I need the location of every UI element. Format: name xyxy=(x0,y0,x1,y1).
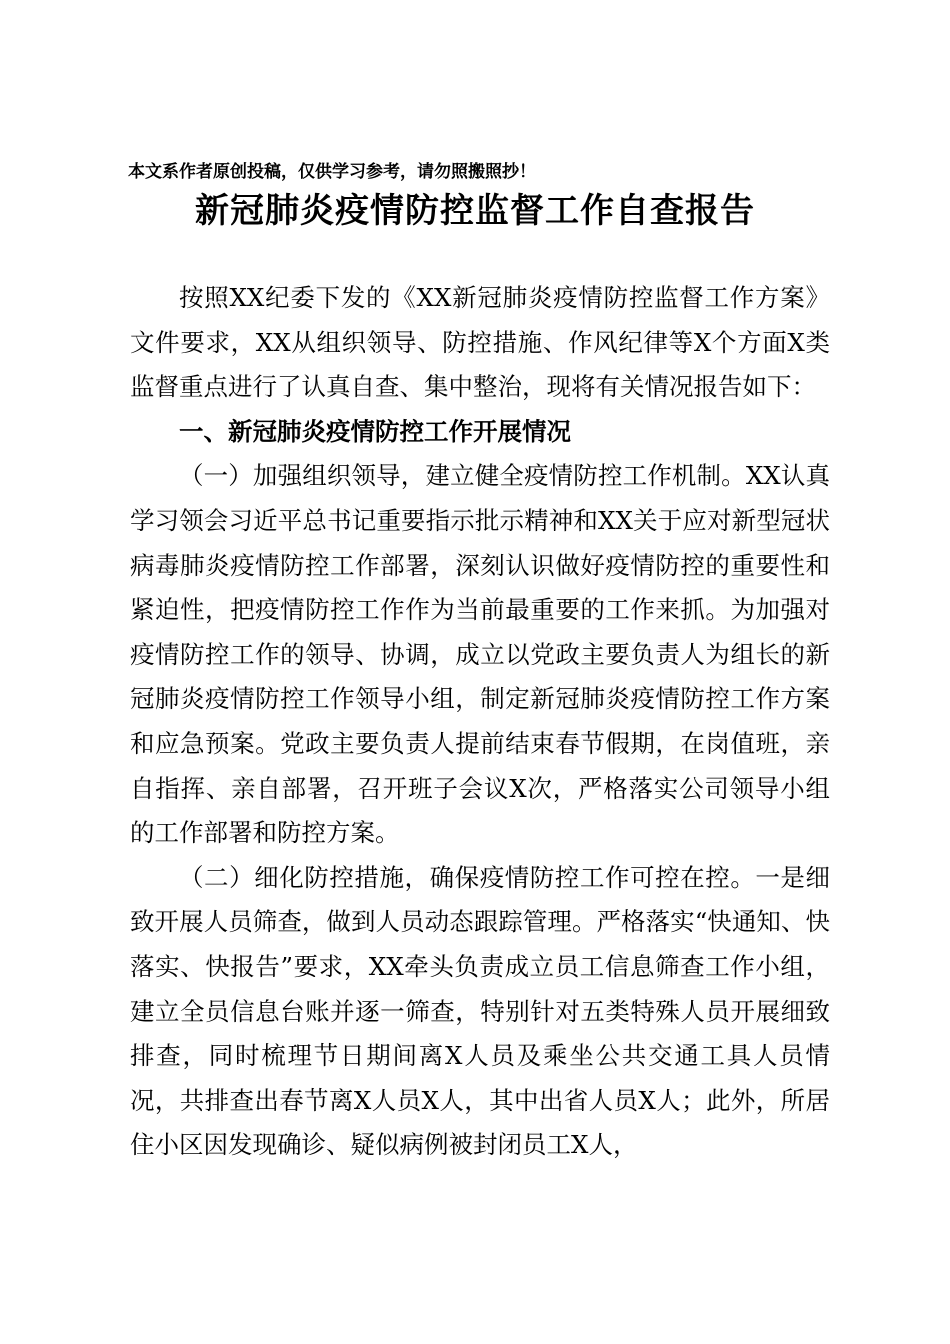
document-body xyxy=(130,276,830,1168)
intro-paragraph: 按照XX纪委下发的《XX新冠肺炎疫情防控监督工作方案》文件要求，XX从组织领导、防控措施、作风纪律等X个方面X类监督重点进行了认真自查、集中整治，现将有关情况报告如下： xyxy=(130,283,830,402)
copyright-notice: 本文系作者原创投稿，仅供学习参考，请勿照搬照抄！ xyxy=(128,162,536,182)
document-title: 新冠肺炎疫情防控监督工作自查报告 xyxy=(195,191,755,231)
body-paragraph: （二）细化防控措施，确保疫情防控工作可控在控。一是细致开展人员筛查，做到人员动态跟踪管理。严格落实“快通知、快落实、快报告”要求，XX牵头负责成立员工信息筛查工作小组，建立全员信息台账并逐一筛查，特别针对五类特殊人员开展细致排查，同时梳理节日期间离X人员及乘坐公共交通工具人员情况，共排查出春节离X人员X人，其中出省人员X人；此外，所居住小区因发现确诊、疑似病例被封闭员工X人， xyxy=(130,862,830,1160)
body-paragraph: （一）加强组织领导，建立健全疫情防控工作机制。XX认真学习领会习近平总书记重要指示批示精神和XX关于应对新型冠状病毒肺炎疫情防控工作部署，深刻认识做好疫情防控的重要性和紧迫性，把疫情防控工作作为当前最重要的工作来抓。为加强对疫情防控工作的领导、协调，成立以党政主要负责人为组长的新冠肺炎疫情防控工作领导小组，制定新冠肺炎疫情防控工作方案和应急预案。党政主要负责人提前结束春节假期，在岗值班，亲自指挥、亲自部署，召开班子会议X次，严格落实公司领导小组的工作部署和防控方案。 xyxy=(130,461,830,848)
section-heading: 一、新冠肺炎疫情防控工作开展情况 xyxy=(179,416,571,446)
